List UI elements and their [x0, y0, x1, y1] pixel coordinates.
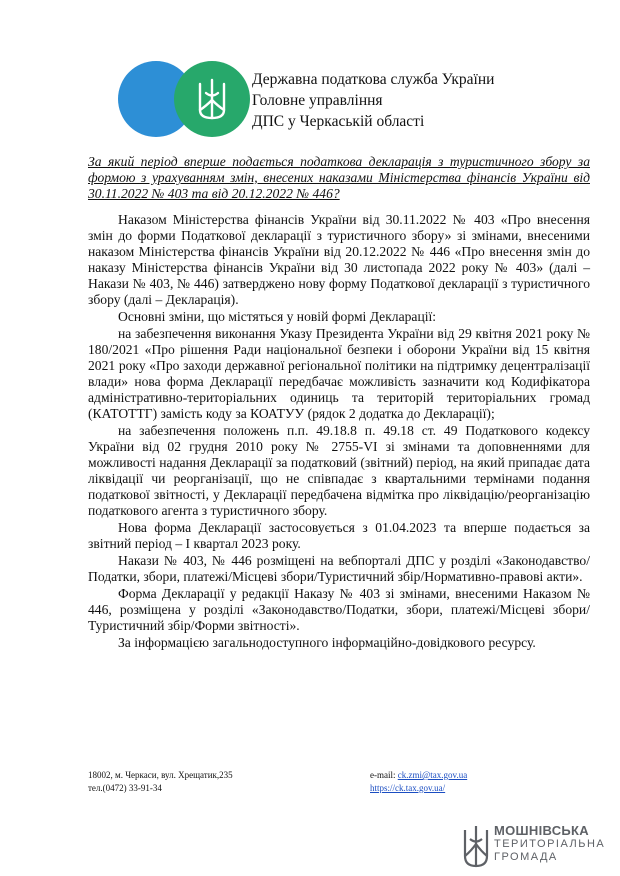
document-body [88, 212, 590, 652]
tryzub-icon [465, 826, 487, 866]
document-title: За який період вперше подається податкова декларація з туристичного збору за формою з урахуванням змін, внесених наказами Міністерства фінансів України від 30.11.2022 № 403 та від 20.12.2022 № 446? [88, 154, 590, 201]
organization-name [252, 69, 494, 132]
brand-line-2: ТЕРИТОРІАЛЬНА [494, 838, 606, 850]
paragraph: на забезпечення положень п.п. 49.18.8 п. 49.18 ст. 49 Податкового кодексу України від 02 грудня 2010 року № 2755-VI зі змінами та доповненнями для можливості надання Декларації за податковий (звітний) період, на який припадає дата ліквідації чи реорганізації, що не співпадає з квартальними термінами подання податкової звітності, у Декларації передбачена відмітка про ліквідацію/реорганізацію податкового агента з туристичного збору. [88, 423, 590, 518]
paragraph: За інформацією загальнодоступного інформаційно-довідкового ресурсу. [118, 635, 536, 650]
paragraph: Форма Декларації у редакції Наказу № 403 зі змінами, внесеними Наказом № 446, розміщена у розділі «Законодавство/Податки, збори, платежі/Місцеві збори/Туристичний збір/Форми звітності». [88, 586, 590, 633]
footer-online [370, 769, 467, 795]
footer-email-row [370, 769, 467, 782]
paragraph: на забезпечення виконання Указу Президента України від 29 квітня 2021 року № 180/2021 «Про рішення Ради національної безпеки і оборони України від 15 квітня 2021 року «Про заходи державної регіональної політики на підтримку децентралізації влади» нова форма Декларації передбачає можливість зазначити код Кодифікатора адміністративно-територіальних одиниць та територій територіальних громад (КАТОТТГ) замість коду за КОАТУУ (рядок 2 додатка до Декларації); [88, 326, 590, 421]
footer-phone: тел.(0472) 33-91-34 [88, 783, 162, 793]
dps-logo [118, 60, 250, 138]
email-label: e-mail: [370, 770, 398, 780]
paragraph: Основні зміни, що містяться у новій формі Декларації: [118, 309, 437, 324]
org-line-3: ДПС у Черкаській області [252, 113, 425, 130]
brand-text [494, 823, 605, 864]
org-line-2: Головне управління [252, 92, 383, 109]
paragraph: Накази № 403, № 446 розміщені на вебпорталі ДПС у розділі «Законодавство/Податки, збори, платежі/Місцеві збори/Туристичний збір/Нормативно-правові акти». [88, 553, 590, 584]
org-line-1: Державна податкова служба України [252, 71, 495, 88]
paragraph: Нова форма Декларації застосовується з 01.04.2023 та вперше подається за звітний період – І квартал 2023 року. [88, 520, 590, 551]
brand-line-1: МОШНІВСЬКА [494, 823, 589, 838]
footer-address: 18002, м. Черкаси, вул. Хрещатик,235 [88, 770, 233, 780]
brand-line-3: ГРОМАДА [494, 851, 558, 863]
paragraph: Наказом Міністерства фінансів України від 30.11.2022 № 403 «Про внесення змін до форми Податкової декларації з туристичного збору» зі змінами, внесеними наказом Міністерства фінансів України від 20.12.2022 № 446 «Про внесення змін до наказу Міністерства фінансів України від 30 листопада 2022 року № 403» (далі – Накази № 403, № 446) затверджено нову форму Податкової декларації з туристичного збору (далі – Декларація). [88, 212, 590, 307]
email-link[interactable]: ck.zmi@tax.gov.ua [397, 770, 468, 780]
footer-contacts [88, 769, 233, 795]
website-link[interactable]: https://ck.tax.gov.ua/ [370, 783, 446, 793]
